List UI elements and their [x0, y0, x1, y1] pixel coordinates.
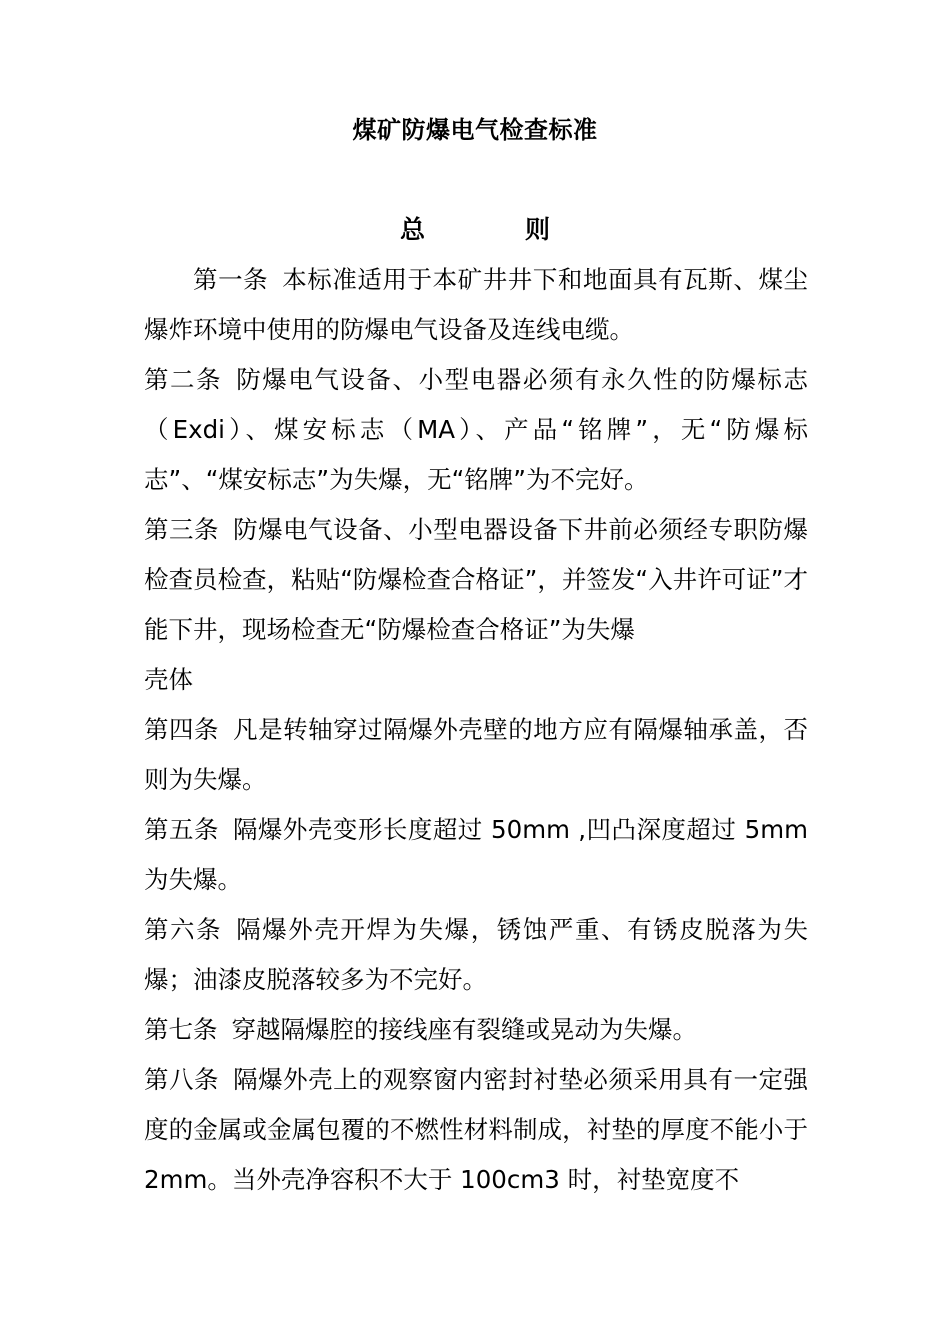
clause-paragraph	[144, 705, 808, 805]
clause-text: 防爆电气设备、小型电器设备下井前必须经专职防爆检查员检查，粘贴“防爆检查合格证”，并签发“入井许可证”才能下井，现场检查无“防爆检查合格证”为失爆	[144, 515, 809, 644]
clause-text: 隔爆外壳开焊为失爆，锈蚀严重、有锈皮脱落为失爆；油漆皮脱落较多为不完好。	[144, 915, 808, 994]
clause-paragraph	[144, 805, 808, 905]
clause-label: 第三条	[144, 515, 220, 544]
document-title: 煤矿防爆电气检查标准	[352, 116, 598, 144]
clause-paragraph	[144, 505, 808, 655]
clause-label: 第七条	[144, 1015, 218, 1044]
clause-label: 第五条	[144, 815, 219, 844]
clause-paragraph	[144, 355, 808, 505]
clause-label: 第四条	[144, 715, 220, 744]
clause-text: 隔爆外壳上的观察窗内密封衬垫必须采用具有一定强度的金属或金属包覆的不燃性材料制成，衬垫的厚度不能小于 2mm。当外壳净容积不大于 100cm3 时，衬垫宽度不	[144, 1065, 809, 1194]
clause-text: 穿越隔爆腔的接线座有裂缝或晃动为失爆。	[231, 1015, 697, 1044]
section-title: 总 则	[399, 215, 550, 244]
clause-paragraph	[144, 255, 808, 355]
clause-text: 防爆电气设备、小型电器必须有永久性的防爆标志（Exdi）、煤安标志（MA）、产品“铭牌”，无“防爆标志”、“煤安标志”为失爆，无“铭牌”为不完好。	[144, 365, 808, 494]
clause-text: 凡是转轴穿过隔爆外壳壁的地方应有隔爆轴承盖，否则为失爆。	[144, 715, 809, 794]
document-body	[144, 255, 808, 1205]
subheading-text: 壳体	[144, 665, 193, 694]
clause-label: 第六条	[144, 915, 223, 944]
clause-label: 第一条	[193, 265, 269, 294]
clause-paragraph	[144, 1005, 808, 1055]
clause-label: 第二条	[144, 365, 223, 394]
clause-text: 本标准适用于本矿井井下和地面具有瓦斯、煤尘爆炸环境中使用的防爆电气设备及连线电缆。	[144, 265, 809, 344]
subheading-paragraph	[144, 655, 808, 705]
clause-text: 隔爆外壳变形长度超过 50mm ,凹凸深度超过 5mm 为失爆。	[144, 815, 808, 894]
clause-paragraph	[144, 1055, 808, 1205]
clause-paragraph	[144, 905, 808, 1005]
clause-label: 第八条	[144, 1065, 220, 1094]
